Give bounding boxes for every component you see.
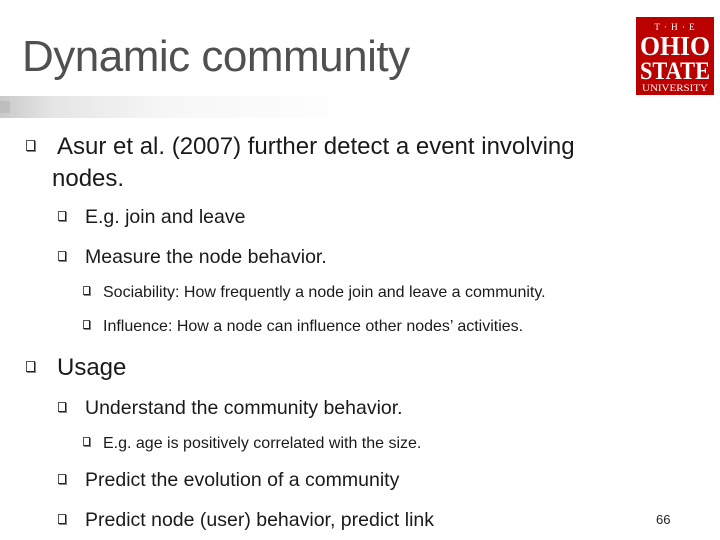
bullet-checkbox-icon [58,474,66,484]
logo-state-text: STATE [640,58,710,85]
bullet-text: E.g. join and leave [85,206,246,228]
bullet-checkbox-icon [58,402,66,412]
divider-mark [0,101,10,113]
slide-title: Dynamic community [22,32,410,81]
bullet-checkbox-icon [58,211,66,221]
bullet-text: Measure the node behavior. [85,246,327,268]
bullet-checkbox-icon [83,437,90,446]
bullet-usage [26,352,126,384]
bullet-text: nodes. [52,165,125,192]
bullet-text: Predict node (user) behavior, predict link [85,509,435,531]
bullet-checkbox-icon [58,514,66,524]
bullet-text: Asur et al. (2007) further detect a event involving [57,133,575,160]
sub-sub-bullet-age [83,433,421,455]
title-divider [0,96,720,118]
bullet-checkbox-icon [26,140,35,151]
bullet-text: Understand the community behavior. [85,397,403,419]
logo-ohio-text: OHIO [640,31,710,61]
bullet-text: E.g. age is positively correlated with the size. [103,435,422,452]
bullet-asur-continued [52,163,124,195]
bullet-checkbox-icon [83,320,90,329]
logo-university-text: UNIVERSITY [642,83,709,93]
sub-bullet-join-leave [58,204,245,230]
bullet-text: Predict the evolution of a community [85,469,400,491]
sub-sub-bullet-influence [83,316,523,338]
sub-bullet-predict-node [58,507,434,533]
page-number: 66 [656,512,671,527]
bullet-asur [26,131,575,163]
bullet-checkbox-icon [83,286,90,295]
ohio-state-logo [636,17,714,95]
sub-bullet-understand [58,395,403,421]
bullet-checkbox-icon [58,251,66,261]
sub-sub-bullet-sociability [83,282,546,304]
logo-the-text: T · H · E [654,22,696,32]
bullet-text: Usage [57,354,127,381]
sub-bullet-predict-evolution [58,467,399,493]
bullet-text: Sociability: How frequently a node join and leave a community. [103,284,546,301]
sub-bullet-measure [58,244,327,270]
bullet-text: Influence: How a node can influence other nodes’ activities. [103,318,524,335]
bullet-checkbox-icon [26,361,35,372]
